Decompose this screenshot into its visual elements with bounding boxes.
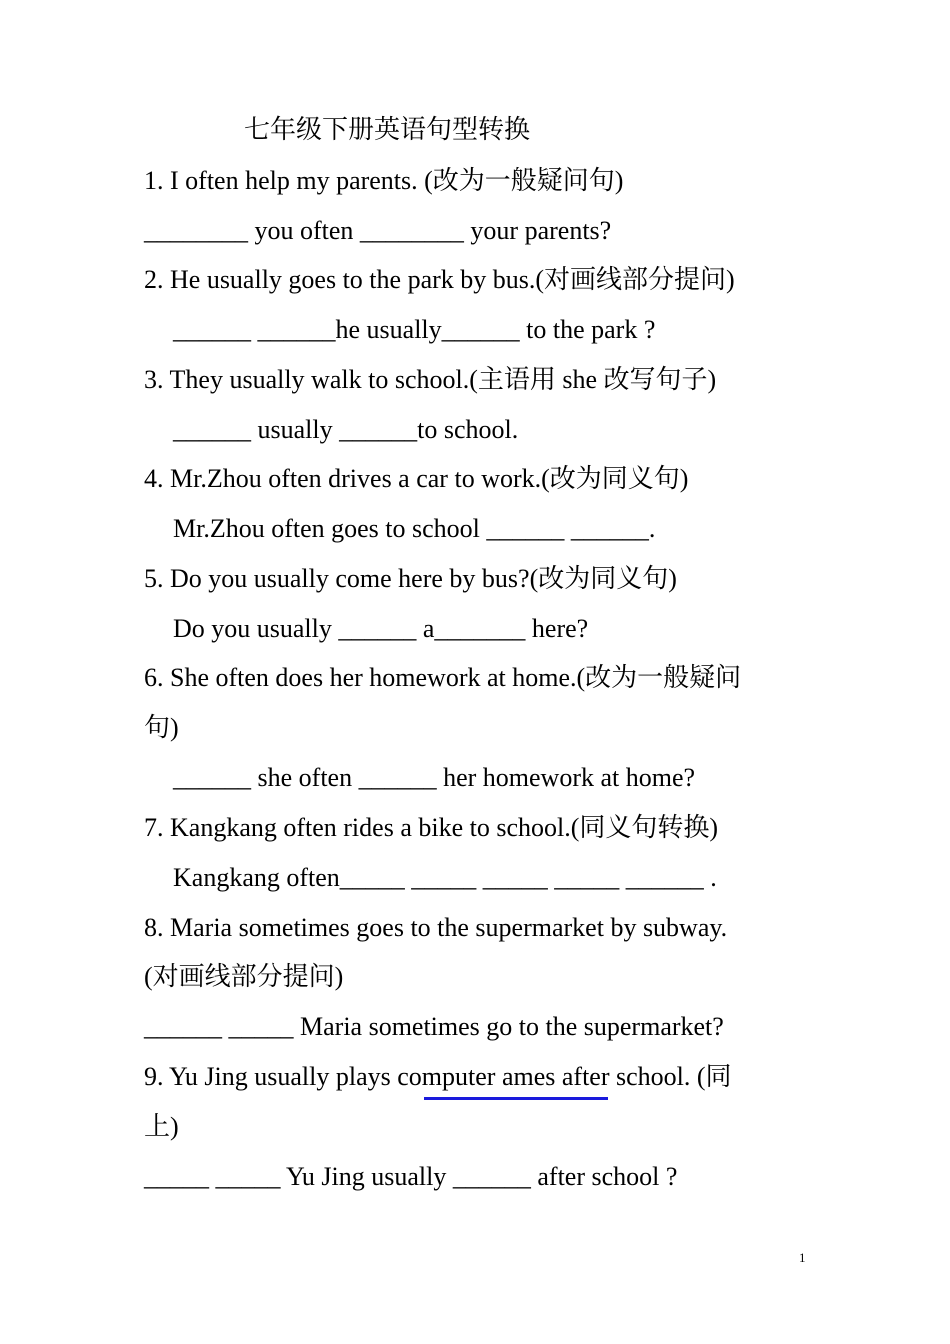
answer-line-4: Mr.Zhou often goes to school ______ ______. (173, 514, 656, 543)
question-6-continued: 句) (144, 713, 179, 742)
question-9-underline-mark (424, 1097, 608, 1100)
question-4: 4. Mr.Zhou often drives a car to work.(改为同义句) (144, 464, 689, 493)
question-9: 9. Yu Jing usually plays computer ames after school. (同 (144, 1062, 732, 1091)
question-9-continued: 上) (144, 1112, 179, 1141)
question-7: 7. Kangkang often rides a bike to school.(同义句转换) (144, 813, 719, 842)
question-2: 2. He usually goes to the park by bus.(对画线部分提问) (144, 265, 735, 294)
answer-line-8: ______ _____ Maria sometimes go to the supermarket? (144, 1012, 724, 1041)
answer-line-9: _____ _____ Yu Jing usually ______ after school ? (144, 1162, 678, 1191)
question-3: 3. They usually walk to school.(主语用 she 改写句子) (144, 365, 717, 394)
page-title: 七年级下册英语句型转换 (244, 115, 531, 144)
answer-line-3: ______ usually ______to school. (173, 415, 519, 444)
page-number: 1 (799, 1250, 806, 1265)
answer-line-1: ________ you often ________ your parents? (144, 216, 612, 245)
answer-line-5: Do you usually ______ a_______ here? (173, 614, 589, 643)
question-8-continued: (对画线部分提问) (144, 962, 344, 991)
question-8: 8. Maria sometimes goes to the supermarket by subway. (144, 913, 728, 942)
question-6: 6. She often does her homework at home.(改为一般疑问 (144, 663, 742, 692)
answer-line-2: ______ ______he usually______ to the park ? (173, 315, 656, 344)
answer-line-7: Kangkang often_____ _____ _____ _____ ______ . (173, 863, 717, 892)
answer-line-6: ______ she often ______ her homework at home? (173, 763, 696, 792)
question-1: 1. I often help my parents. (改为一般疑问句) (144, 166, 624, 195)
question-5: 5. Do you usually come here by bus?(改为同义句) (144, 564, 677, 593)
